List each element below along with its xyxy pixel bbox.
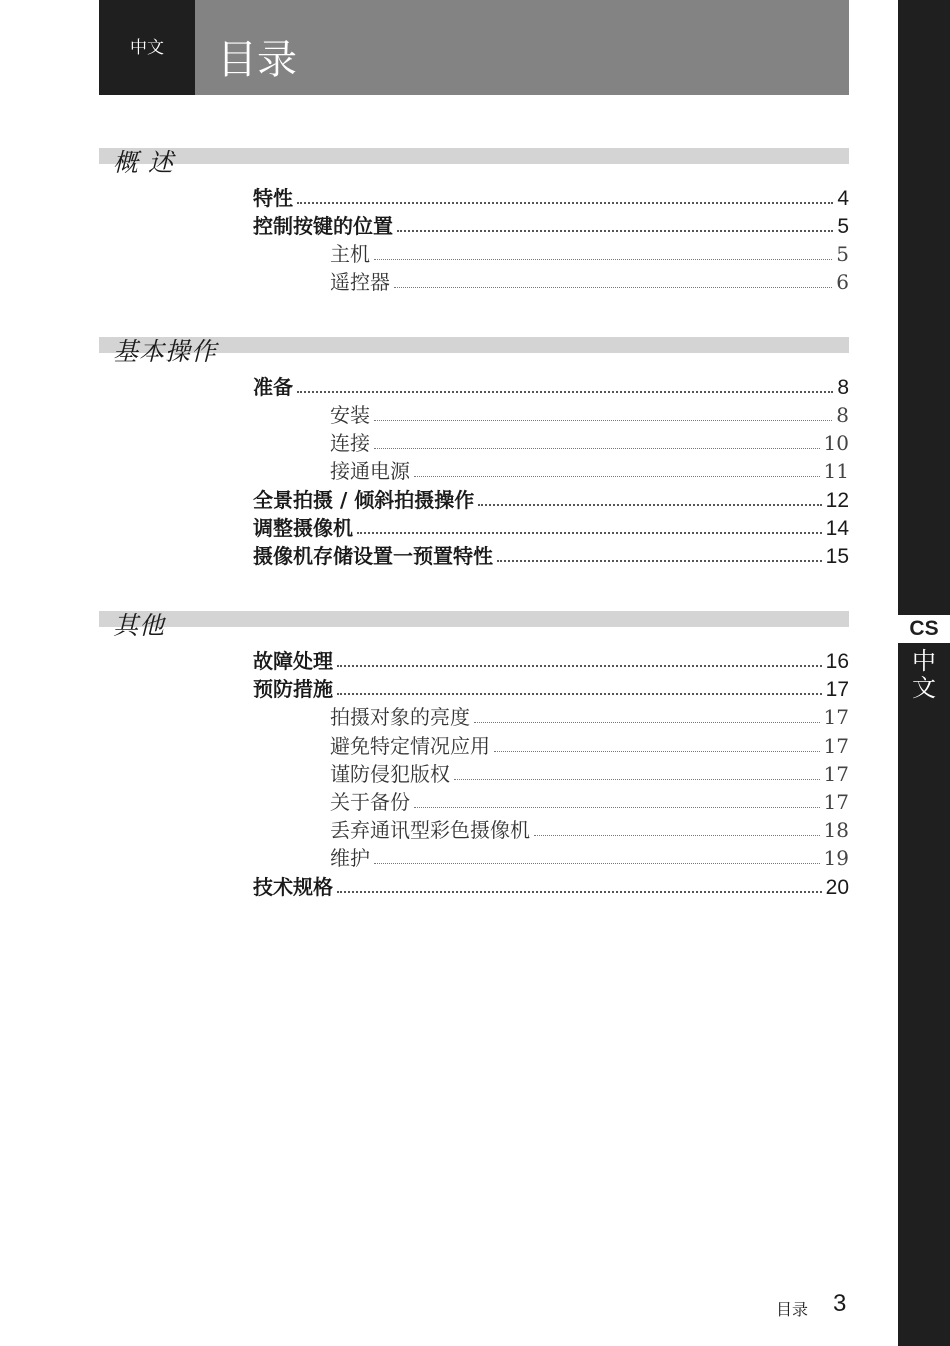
header-band <box>195 0 849 95</box>
footer-page-number: 3 <box>833 1290 847 1317</box>
toc-entry-page: 15 <box>825 545 849 568</box>
toc-leader-dots <box>374 448 820 449</box>
toc-entry-label: 谨防侵犯版权 <box>330 762 450 786</box>
toc-entry-label: 特性 <box>253 186 293 210</box>
toc-entry-page: 11 <box>823 459 849 483</box>
toc-entry[interactable] <box>253 540 849 568</box>
toc-leader-dots <box>454 779 820 780</box>
language-label <box>99 0 195 95</box>
toc-entry-label: 遥控器 <box>330 270 390 294</box>
toc-leader-dots <box>374 863 820 864</box>
toc-entry[interactable] <box>253 210 849 238</box>
vertical-language-char: 文 <box>912 674 936 702</box>
section-bar-other <box>99 611 849 627</box>
toc-leader-dots <box>357 532 822 534</box>
toc-entry[interactable] <box>253 645 849 673</box>
toc-entry-page: 16 <box>825 650 849 673</box>
toc-entry-page: 10 <box>823 431 849 455</box>
toc-entry-label: 避免特定情况应用 <box>330 734 490 758</box>
page-title: 目录 <box>217 37 297 83</box>
toc-leader-dots <box>394 287 832 288</box>
toc-leader-dots <box>497 560 822 562</box>
toc-leader-dots <box>374 420 832 421</box>
toc-entry-page: 8 <box>837 376 849 399</box>
toc-entry-page: 20 <box>825 876 849 899</box>
toc-entry[interactable] <box>253 673 849 701</box>
toc-entry-label: 主机 <box>330 242 370 266</box>
toc-subentry[interactable] <box>330 842 849 870</box>
toc-entry-label: 技术规格 <box>253 875 333 899</box>
toc-entry-page: 5 <box>837 215 849 238</box>
toc-entry-page: 5 <box>836 242 849 266</box>
toc-leader-dots <box>414 807 820 808</box>
toc-subentry[interactable] <box>330 238 849 266</box>
toc-subentry[interactable] <box>330 814 849 842</box>
toc-entry[interactable] <box>253 371 849 399</box>
toc-entry-label: 预防措施 <box>253 677 333 701</box>
toc-entry-label: 连接 <box>330 431 370 455</box>
toc-subentry[interactable] <box>330 786 849 814</box>
toc-entry-page: 12 <box>825 489 849 512</box>
toc-entry-label: 故障处理 <box>253 649 333 673</box>
toc-entry-label: 丢弃通讯型彩色摄像机 <box>330 818 530 842</box>
toc-leader-dots <box>534 835 820 836</box>
toc-entry-label: 安装 <box>330 403 370 427</box>
toc-leader-dots <box>337 891 822 893</box>
toc-subentry[interactable] <box>330 758 849 786</box>
toc-leader-dots <box>297 202 833 204</box>
toc-entry-label: 控制按键的位置 <box>253 214 393 238</box>
toc-entry-label: 关于备份 <box>330 790 410 814</box>
language-code: CS <box>898 615 950 643</box>
section-title-other: 其他 <box>113 611 166 640</box>
toc-entry-page: 17 <box>823 790 849 814</box>
toc-subentry[interactable] <box>330 701 849 729</box>
section-title-overview: 概 述 <box>113 148 174 177</box>
toc-leader-dots <box>414 476 820 477</box>
toc-entry-label: 调整摄像机 <box>253 516 353 540</box>
toc-entry-page: 8 <box>836 403 849 427</box>
section-bar-overview <box>99 148 849 164</box>
toc-entry[interactable] <box>253 182 849 210</box>
section-title-basic-operation: 基本操作 <box>113 337 218 366</box>
toc-leader-dots <box>374 259 832 260</box>
side-language-tab <box>898 0 950 1346</box>
toc-entry-page: 17 <box>823 762 849 786</box>
toc-entry-page: 4 <box>837 187 849 210</box>
toc-entry-label: 拍摄对象的亮度 <box>330 705 470 729</box>
toc-subentry[interactable] <box>330 266 849 294</box>
toc-entry[interactable] <box>253 484 849 512</box>
toc-entry-label: 接通电源 <box>330 459 410 483</box>
toc-entry[interactable] <box>253 512 849 540</box>
toc-leader-dots <box>494 751 820 752</box>
footer-section-label: 目录 <box>776 1300 809 1319</box>
toc-leader-dots <box>337 665 822 667</box>
toc-entry-page: 17 <box>825 678 849 701</box>
toc-leader-dots <box>474 722 820 723</box>
vertical-language-char: 中 <box>912 647 936 675</box>
language-text: 中文 <box>130 38 164 58</box>
toc-entry-page: 6 <box>836 270 849 294</box>
toc-entry-page: 14 <box>825 517 849 540</box>
toc-leader-dots <box>297 391 833 393</box>
toc-entry-label: 全景拍摄 / 倾斜拍摄操作 <box>253 488 475 512</box>
toc-entry-page: 17 <box>823 734 849 758</box>
toc-entry[interactable] <box>253 871 849 899</box>
toc-leader-dots <box>478 504 821 506</box>
toc-entry-label: 摄像机存储设置一预置特性 <box>253 544 493 568</box>
toc-entry-page: 17 <box>823 705 849 729</box>
toc-entry-page: 18 <box>823 818 849 842</box>
toc-subentry[interactable] <box>330 730 849 758</box>
toc-leader-dots <box>337 693 822 695</box>
toc-entry-label: 准备 <box>253 375 293 399</box>
vertical-language-label <box>898 648 950 702</box>
toc-leader-dots <box>397 230 833 232</box>
toc-subentry[interactable] <box>330 399 849 427</box>
toc-subentry[interactable] <box>330 455 849 483</box>
toc-entry-page: 19 <box>823 846 849 870</box>
toc-entry-label: 维护 <box>330 846 370 870</box>
toc-subentry[interactable] <box>330 427 849 455</box>
